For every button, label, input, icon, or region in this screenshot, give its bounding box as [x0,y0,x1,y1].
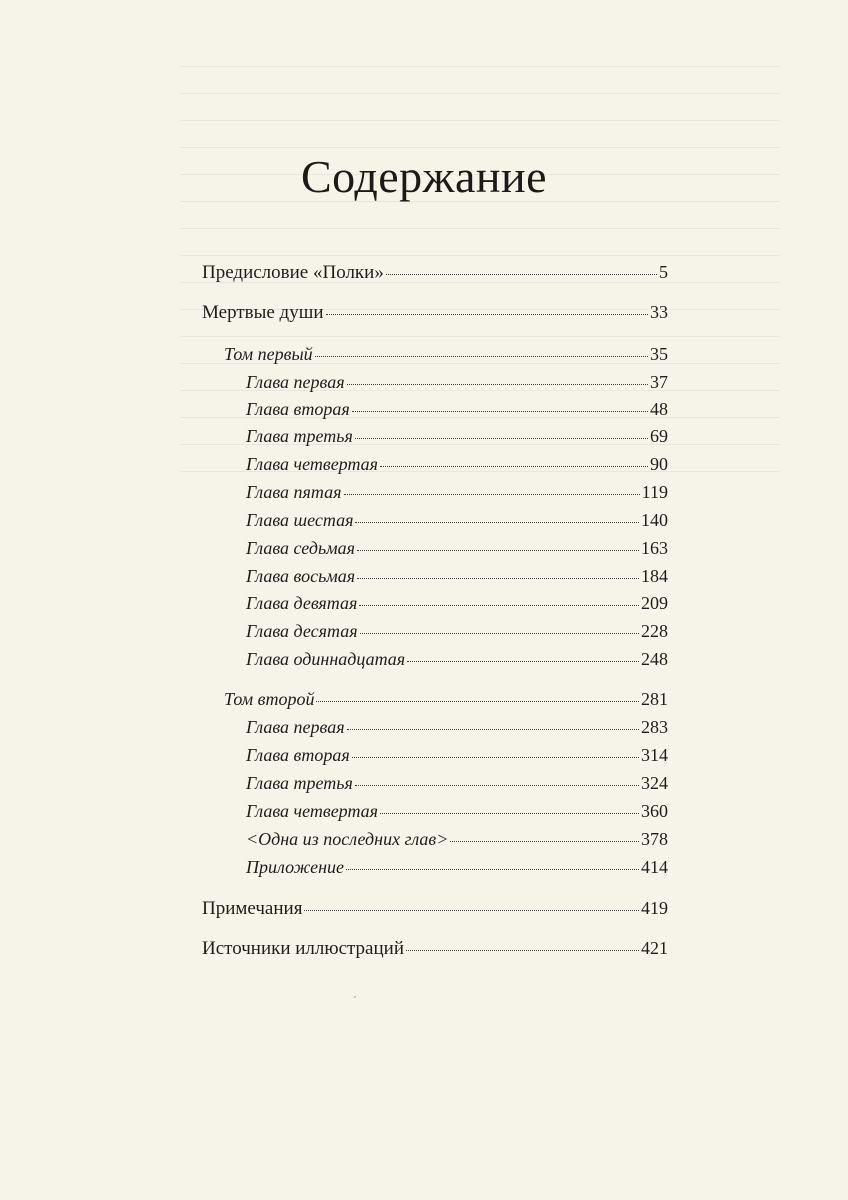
leader-dots [359,604,639,606]
leader-dots [380,465,648,467]
toc-entry-title: <Одна из последних глав> [246,829,449,849]
toc-entry-title: Глава третья [246,426,353,446]
leader-dots [346,868,639,870]
toc-entry-page: 360 [641,801,668,821]
leader-dots [406,949,639,951]
toc-entry-title: Примечания [202,898,303,919]
leader-dots [386,273,657,275]
toc-entry-title: Глава одиннадцатая [246,649,406,669]
leader-dots [357,577,639,579]
toc-entry-title: Глава восьмая [246,566,356,586]
toc-entry[interactable] [246,482,668,503]
toc-entry[interactable] [246,857,668,878]
leader-dots [355,521,639,523]
toc-entry-page: 33 [650,302,668,322]
toc-entry-page: 5 [659,262,668,282]
toc-entry-title: Предисловие «Полки» [202,262,384,283]
toc-entry-page: 283 [641,717,668,737]
toc-entry[interactable] [202,898,668,920]
toc-entry[interactable] [224,689,668,710]
leader-dots [407,660,639,662]
leader-dots [316,700,639,702]
toc-entry-page: 184 [641,566,668,586]
toc-entry-page: 378 [641,829,668,849]
leader-dots [357,549,639,551]
toc-entry-page: 35 [650,344,668,364]
leader-dots [380,812,639,814]
toc-entry[interactable] [246,538,668,559]
toc-entry[interactable] [246,717,668,738]
toc-entry[interactable] [202,262,668,284]
toc-entry-page: 90 [650,454,668,474]
toc-entry-page: 48 [650,399,668,419]
toc-entry-page: 314 [641,745,668,765]
page-title: Содержание [300,151,548,202]
toc-entry[interactable] [246,426,668,447]
toc-entry[interactable] [202,938,668,960]
leader-dots [326,313,648,315]
leader-dots [344,493,640,495]
toc-entry-page: 324 [641,773,668,793]
toc-entry-title: Глава шестая [246,510,354,530]
toc-entry[interactable] [246,649,668,670]
toc-entry-page: 209 [641,593,668,613]
leader-dots [355,437,648,439]
toc-entry[interactable] [202,302,668,324]
toc-entry-page: 163 [641,538,668,558]
toc-entry[interactable] [246,773,668,794]
toc-entry-title: Глава девятая [246,593,358,613]
toc-entry[interactable] [246,510,668,531]
leader-dots [352,410,648,412]
leader-dots [360,632,639,634]
leader-dots [315,355,648,357]
toc-entry[interactable] [246,621,668,642]
toc-entry[interactable] [246,399,668,420]
toc-entry-page: 248 [641,649,668,669]
leader-dots [347,728,639,730]
toc-entry[interactable] [246,745,668,766]
toc-entry-title: Глава пятая [246,482,342,502]
toc-entry[interactable] [246,829,668,850]
toc-entry[interactable] [224,344,668,365]
toc-entry-title: Глава десятая [246,621,358,641]
toc-entry-title: Том первый [224,344,313,364]
toc-entry-page: 119 [641,482,668,502]
toc-entry-title: Глава третья [246,773,353,793]
toc-entry-page: 69 [650,426,668,446]
toc-entry[interactable] [246,593,668,614]
toc-entry-page: 421 [641,938,668,958]
toc-entry-page: 228 [641,621,668,641]
toc-entry-title: Глава четвертая [246,801,379,821]
toc-entry-title: Глава первая [246,717,345,737]
toc-entry-page: 140 [641,510,668,530]
toc-entry-title: Глава первая [246,372,345,392]
toc-entry-title: Приложение [246,857,345,877]
leader-dots [355,784,639,786]
toc-entry[interactable] [246,454,668,475]
toc-entry-title: Глава четвертая [246,454,379,474]
toc-entry-page: 414 [641,857,668,877]
toc-entry-title: Глава вторая [246,745,350,765]
leader-dots [304,909,639,911]
toc-entry[interactable] [246,801,668,822]
leader-dots [347,383,648,385]
toc-entry-page: 37 [650,372,668,392]
toc-entry-title: Том второй [224,689,315,709]
toc-entry-title: Источники иллюстраций [202,938,404,959]
toc-entry-page: 281 [641,689,668,709]
toc-entry-title: Глава вторая [246,399,350,419]
leader-dots [352,756,639,758]
toc-entry[interactable] [246,566,668,587]
toc-entry[interactable] [246,372,668,393]
toc-entry-page: 419 [641,898,668,918]
toc-entry-title: Глава седьмая [246,538,355,558]
toc-entry-title: Мертвые души [202,302,324,323]
leader-dots [450,840,639,842]
